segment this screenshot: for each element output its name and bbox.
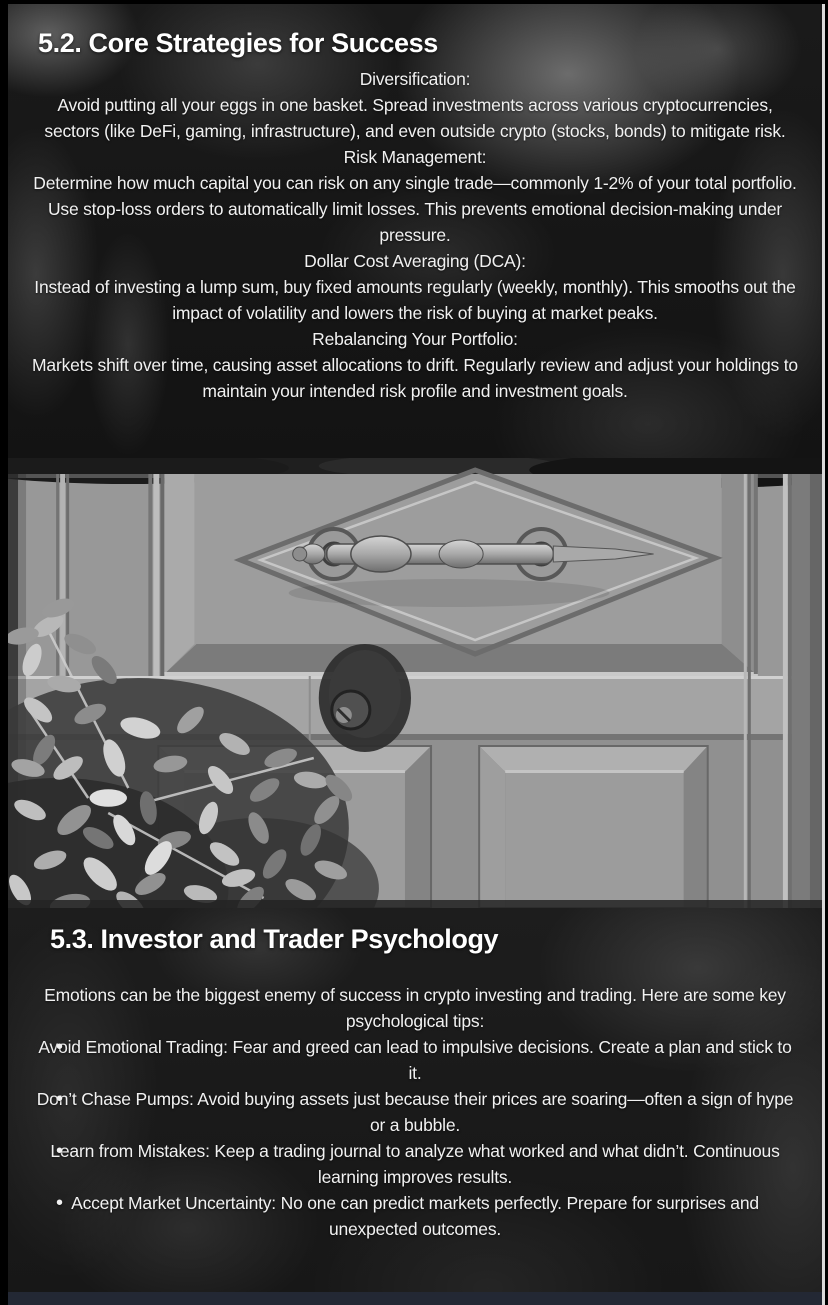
heading-5-3: 5.3. Investor and Trader Psychology [50,924,499,954]
strategy-description: Avoid putting all your eggs in one basket. Spread investments across various cryptocurrencies, sectors (like DeFi, gaming, infrastructure), and even outside crypto (stocks, bonds) to mitigate risk. [44,95,786,141]
heading-5-2: 5.2. Core Strategies for Success [38,28,438,58]
door-photo-graphic [8,458,822,908]
strategy-description: Determine how much capital you can risk on any single trade—commonly 1-2% of your total portfolio. Use stop-loss orders to automatically limit losses. This prevents emotional decision-making under pressure. [33,173,797,245]
section-psychology [8,908,822,1292]
footer-strip [8,1292,822,1305]
section-core-strategies [8,4,822,458]
list-item: • Avoid Emotional Trading: Fear and greed can lead to impulsive decisions. Create a plan and stick to it. [8,1034,822,1086]
list-item: • Learn from Mistakes: Keep a trading journal to analyze what worked and what didn’t. Continuous learning improves results. [8,1138,822,1190]
strategy-description: Instead of investing a lump sum, buy fixed amounts regularly (weekly, monthly). This smooths out the impact of volatility and lowers the risk of buying at market peaks. [34,277,796,323]
door-photo [8,458,822,908]
psychology-tips-list [8,1034,822,1242]
psychology-intro: Emotions can be the biggest enemy of success in crypto investing and trading. Here are some key psychological tips: [44,985,786,1031]
strategy-term: Dollar Cost Averaging (DCA): [304,251,526,271]
strategy-term: Diversification: [359,69,471,89]
page [8,4,825,1305]
strategy-description: Markets shift over time, causing asset allocations to drift. Regularly review and adjust your holdings to maintain your intended risk profile and investment goals. [32,355,798,401]
strategy-term: Risk Management: [343,147,487,167]
list-item: • Don’t Chase Pumps: Avoid buying assets just because their prices are soaring—often a sign of hype or a bubble. [8,1086,822,1138]
list-item: • Accept Market Uncertainty: No one can predict markets perfectly. Prepare for surprises and unexpected outcomes. [8,1190,822,1242]
strategies-text [8,66,822,404]
strategy-term: Rebalancing Your Portfolio: [312,329,518,349]
